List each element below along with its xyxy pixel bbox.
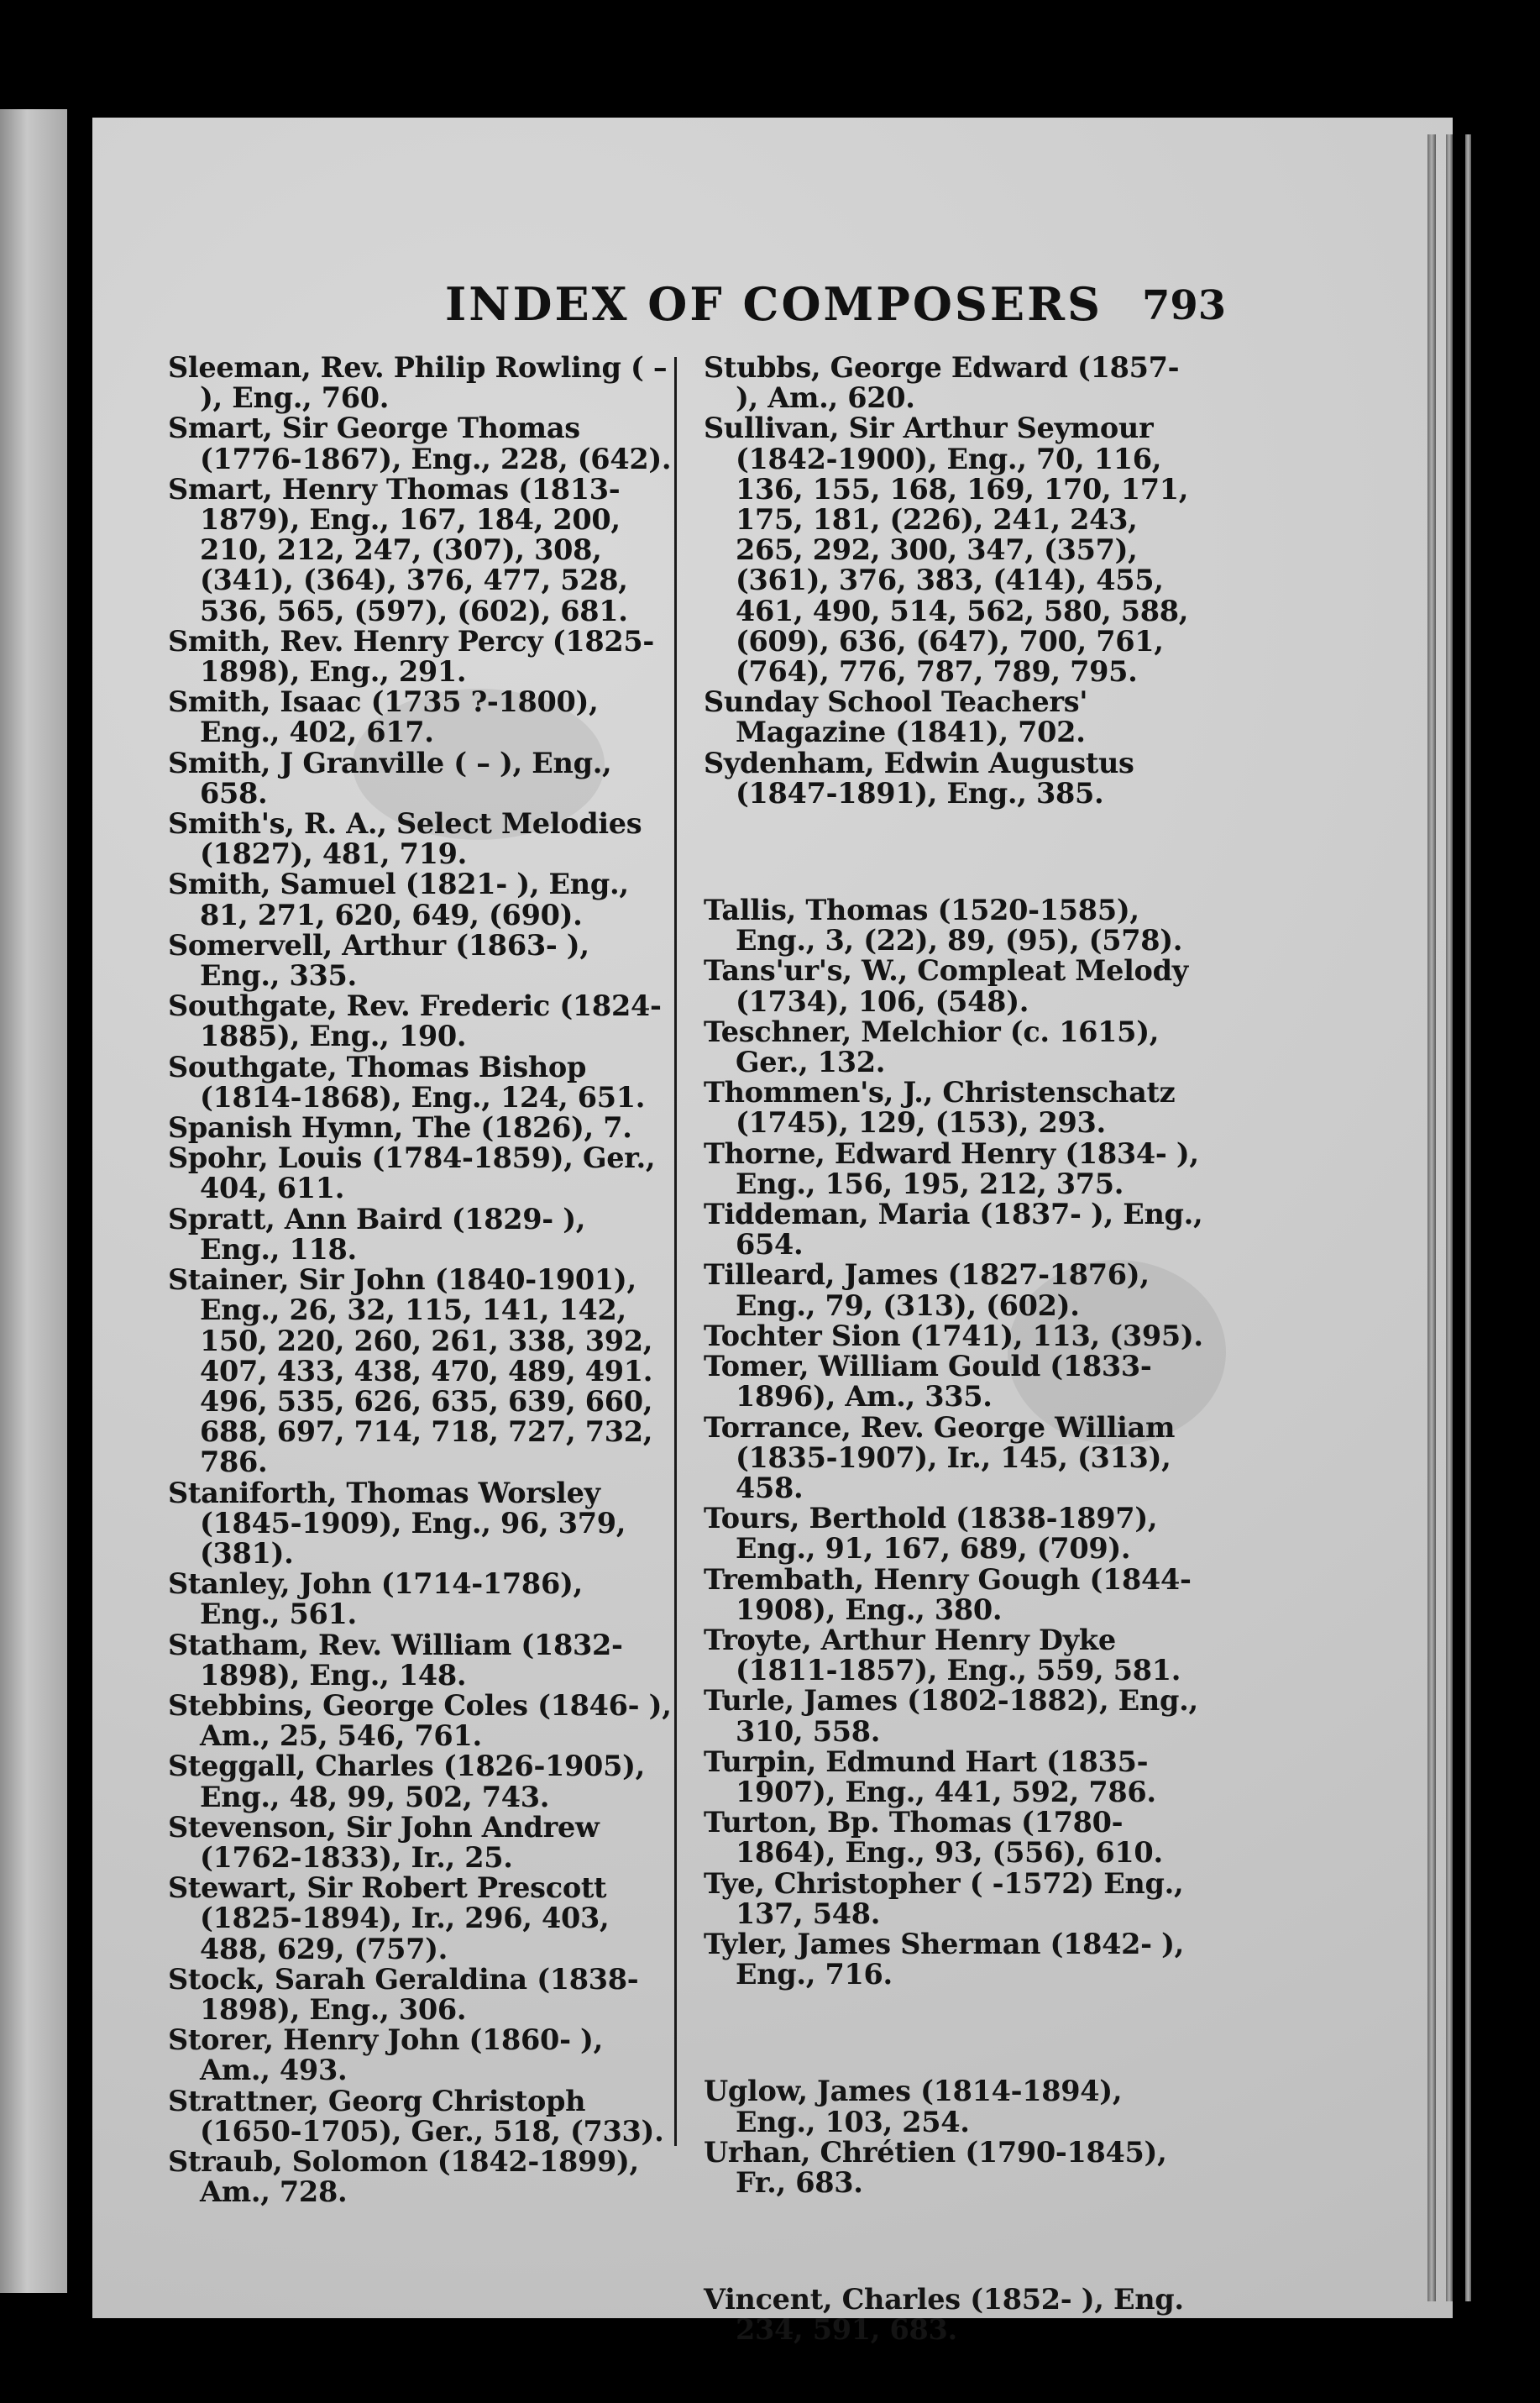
index-entry: Stevenson, Sir John Andrew (1762-1833), Ir., 25. bbox=[168, 1810, 600, 1874]
index-entry: Stock, Sarah Geraldina (1838-1898), Eng., 306. bbox=[168, 1962, 639, 2026]
index-entry: Smith, J Granville ( – ), Eng., 658. bbox=[168, 746, 612, 810]
index-entry: Vincent, Charles (1852- ), Eng. 234, 591, 683. bbox=[704, 2283, 1184, 2347]
index-entry: Turton, Bp. Thomas (1780-1864), Eng., 93, (556), 610. bbox=[704, 1806, 1163, 1870]
page-edge-strip bbox=[1446, 134, 1453, 2301]
index-entry: Staniforth, Thomas Worsley (1845-1909), Eng., 96, 379, (381). bbox=[168, 1476, 626, 1570]
index-entry: Southgate, Thomas Bishop (1814-1868), Eng., 124, 651. bbox=[168, 1050, 646, 1114]
index-entry: Stebbins, George Coles (1846- ), Am., 25, 546, 761. bbox=[168, 1688, 672, 1753]
running-title: INDEX OF COMPOSERS bbox=[445, 277, 1103, 331]
index-entry: Smith, Isaac (1735 ?-1800), Eng., 402, 617. bbox=[168, 685, 599, 749]
index-column-right bbox=[704, 353, 1207, 2346]
index-entry: Trembath, Henry Gough (1844-1908), Eng., 380. bbox=[704, 1562, 1192, 1626]
adjacent-page-edge bbox=[0, 109, 67, 2293]
index-entry: Stubbs, George Edward (1857- ), Am., 620. bbox=[704, 351, 1180, 415]
index-entry: Thommen's, J., Christenschatz (1745), 129, (153), 293. bbox=[704, 1076, 1176, 1140]
index-entry: Spanish Hymn, The (1826), 7. bbox=[168, 1111, 632, 1145]
page-edge-strip bbox=[1465, 134, 1471, 2301]
index-entry: Smart, Henry Thomas (1813-1879), Eng., 167, 184, 200, 210, 212, 247, (307), 308, (341), (364), 376, 477, 528, 536, 565, (597), (602), 681. bbox=[168, 472, 628, 627]
index-entry: Tomer, William Gould (1833-1896), Am., 335. bbox=[704, 1350, 1152, 1414]
index-column-left bbox=[168, 353, 672, 2207]
section-gap bbox=[704, 2018, 1207, 2049]
index-entry: Tallis, Thomas (1520-1585), Eng., 3, (22), 89, (95), (578). bbox=[704, 894, 1183, 958]
index-entry: Smith, Samuel (1821- ), Eng., 81, 271, 620, 649, (690). bbox=[168, 868, 629, 931]
index-entry: Smart, Sir George Thomas (1776-1867), Eng., 228, (642). bbox=[168, 412, 672, 475]
index-entry: Stainer, Sir John (1840-1901), Eng., 26, 32, 115, 141, 142, 150, 220, 260, 261, 338, 392, 407, 433, 438, 470, 489, 491. 496, 535, 626, 635, 639, 660, 688, 697, 714, 718, 727, 732, 786. bbox=[168, 1263, 653, 1479]
section-gap bbox=[704, 837, 1207, 868]
index-entry: Stewart, Sir Robert Prescott (1825-1894), Ir., 296, 403, 488, 629, (757). bbox=[168, 1871, 610, 1965]
index-entry: Southgate, Rev. Frederic (1824-1885), Eng., 190. bbox=[168, 989, 662, 1053]
index-entry: Tilleard, James (1827-1876), Eng., 79, (313), (602). bbox=[704, 1258, 1150, 1322]
index-entry: Tochter Sion (1741), 113, (395). bbox=[704, 1319, 1203, 1352]
index-entry: Sunday School Teachers' Magazine (1841), 702. bbox=[704, 685, 1088, 749]
page-edge-strip bbox=[1427, 134, 1436, 2301]
index-entry: Tyler, James Sherman (1842- ), Eng., 716. bbox=[704, 1927, 1184, 1991]
index-entry: Torrance, Rev. George William (1835-1907), Ir., 145, (313), 458. bbox=[704, 1410, 1176, 1504]
index-entry: Stanley, John (1714-1786), Eng., 561. bbox=[168, 1567, 583, 1631]
index-entry: Tye, Christopher ( -1572) Eng., 137, 548. bbox=[704, 1866, 1184, 1930]
index-entry: Sullivan, Sir Arthur Seymour (1842-1900), Eng., 70, 116, 136, 155, 168, 169, 170, 171, 175, 181, (226), 241, 243, 265, 292, 300, 347, (357), (361), 376, 383, (414), 455, 461, 490, 514, 562, 580, 588, (609), 636, (647), 700, 761, (764), 776, 787, 789, 795. bbox=[704, 412, 1189, 689]
index-entry: Uglow, James (1814-1894), Eng., 103, 254. bbox=[704, 2075, 1123, 2138]
index-entry: Smith, Rev. Henry Percy (1825-1898), Eng., 291. bbox=[168, 624, 654, 689]
index-entry: Urhan, Chrétien (1790-1845), Fr., 683. bbox=[704, 2135, 1167, 2199]
index-entry: Statham, Rev. William (1832-1898), Eng., 148. bbox=[168, 1628, 623, 1692]
index-entry: Thorne, Edward Henry (1834- ), Eng., 156, 195, 212, 375. bbox=[704, 1136, 1199, 1200]
index-entry: Straub, Solomon (1842-1899), Am., 728. bbox=[168, 2144, 639, 2209]
index-entry: Troyte, Arthur Henry Dyke (1811-1857), Eng., 559, 581. bbox=[704, 1623, 1181, 1687]
index-entry: Smith's, R. A., Select Melodies (1827), 481, 719. bbox=[168, 807, 642, 871]
page-header bbox=[0, 277, 1540, 344]
index-entry: Turle, James (1802-1882), Eng., 310, 558. bbox=[704, 1684, 1198, 1748]
index-entry: Storer, Henry John (1860- ), Am., 493. bbox=[168, 2023, 603, 2087]
index-entry: Steggall, Charles (1826-1905), Eng., 48, 99, 502, 743. bbox=[168, 1750, 645, 1813]
index-entry: Spratt, Ann Baird (1829- ), Eng., 118. bbox=[168, 1202, 586, 1266]
index-entry: Sleeman, Rev. Philip Rowling ( – ), Eng., 760. bbox=[168, 351, 668, 415]
index-entry: Tiddeman, Maria (1837- ), Eng., 654. bbox=[704, 1198, 1203, 1262]
section-gap bbox=[704, 2227, 1207, 2257]
page-number: 793 bbox=[1142, 282, 1227, 329]
index-entry: Sydenham, Edwin Augustus (1847-1891), Eng., 385. bbox=[704, 746, 1134, 810]
index-entry: Turpin, Edmund Hart (1835-1907), Eng., 441, 592, 786. bbox=[704, 1745, 1156, 1808]
index-entry: Tours, Berthold (1838-1897), Eng., 91, 167, 689, (709). bbox=[704, 1502, 1158, 1566]
index-entry: Strattner, Georg Christoph (1650-1705), Ger., 518, (733). bbox=[168, 2084, 664, 2148]
column-divider bbox=[674, 357, 677, 2146]
index-entry: Somervell, Arthur (1863- ), Eng., 335. bbox=[168, 928, 589, 993]
index-entry: Teschner, Melchior (c. 1615), Ger., 132. bbox=[704, 1015, 1160, 1079]
index-entry: Spohr, Louis (1784-1859), Ger., 404, 611. bbox=[168, 1141, 656, 1205]
index-entry: Tans'ur's, W., Compleat Melody (1734), 106, (548). bbox=[704, 954, 1188, 1018]
